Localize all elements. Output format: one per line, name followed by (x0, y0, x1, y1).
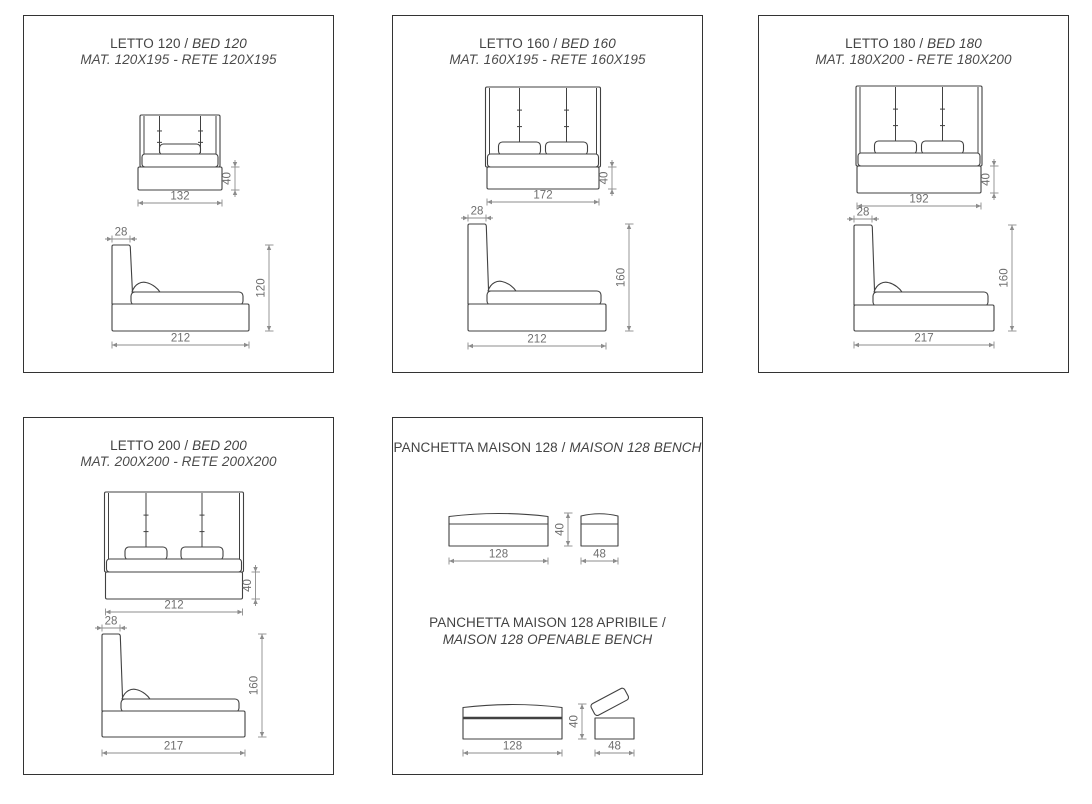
pillow (132, 282, 160, 292)
dimension-arrow (138, 201, 143, 205)
headboard (854, 225, 875, 305)
dimension-arrow (233, 190, 237, 195)
drawing-panchetta (393, 418, 702, 772)
dimension-label: 160 (615, 267, 628, 288)
mattress (488, 154, 599, 167)
dimension-arrow (610, 189, 614, 194)
dimension-arrow (1010, 326, 1014, 331)
dimension-label: 28 (856, 206, 870, 219)
dimension-arrow (106, 610, 111, 614)
dimension-arrow (627, 326, 631, 331)
dimension-arrow (557, 751, 562, 755)
dimension-label: 48 (593, 548, 606, 561)
bench-open-lid-group (590, 687, 630, 716)
dimension-arrow (594, 200, 599, 204)
dimension-arrow (1010, 225, 1014, 230)
dimension-arrow (112, 343, 117, 347)
base (106, 572, 243, 599)
title-roman: PANCHETTA MAISON 128 APRIBILE / (429, 615, 666, 630)
dimension-arrow (629, 751, 634, 755)
bed-front-view (105, 492, 261, 616)
dimension-label: 40 (568, 715, 581, 728)
dimension-label: 128 (502, 740, 523, 753)
panel-subtitle: MAT. 160X195 - RETE 160X195 (449, 51, 646, 67)
dimension-arrow (486, 216, 491, 220)
bench-view (449, 513, 618, 565)
bench-openable-view (463, 687, 634, 756)
dimension-arrow (267, 245, 271, 250)
pillow (160, 144, 201, 155)
dimension-arrow (849, 217, 854, 221)
dimension-arrow (120, 626, 125, 630)
mattress (107, 559, 242, 572)
dimension-arrow (260, 634, 264, 639)
dimension-arrow (253, 599, 257, 604)
bed-front-view (486, 87, 617, 206)
dimension-arrow (610, 162, 614, 167)
dimension-label: 160 (248, 675, 261, 696)
dimension-arrow (233, 162, 237, 167)
dimension-label: 40 (554, 523, 567, 536)
pillow (874, 282, 902, 292)
panel-letto-180 (758, 15, 1069, 373)
title-roman: PANCHETTA MAISON 128 / (393, 440, 566, 455)
dimension-label: 48 (608, 740, 621, 753)
bed-side-view (847, 207, 1017, 349)
base (857, 166, 981, 193)
bed-front-view (856, 86, 999, 210)
dimension-arrow (613, 559, 618, 563)
panel-letto-160 (392, 15, 703, 373)
mattress (131, 292, 243, 305)
dimension-arrow (240, 751, 245, 755)
dimension-label: 28 (470, 205, 484, 218)
dimension-label: 40 (980, 173, 993, 186)
dimension-arrow (463, 751, 468, 755)
dimension-arrow (976, 204, 981, 208)
dimension-label: 217 (914, 332, 934, 345)
title-italic: BED 160 (561, 36, 616, 51)
title-roman: LETTO 160 / (479, 36, 558, 51)
base (102, 711, 245, 737)
dimension-arrow (107, 237, 112, 241)
dimension-arrow (854, 343, 859, 347)
dimension-arrow (872, 217, 877, 221)
title-italic: BED 200 (192, 438, 247, 453)
title-roman: LETTO 120 / (110, 36, 189, 51)
dimension-arrow (253, 567, 257, 572)
panel-letto-120 (23, 15, 334, 373)
dimension-label: 40 (598, 171, 611, 185)
mattress (873, 292, 988, 306)
dimension-arrow (238, 610, 243, 614)
pillow (546, 142, 588, 155)
bed-side-view (95, 616, 267, 757)
dimension-arrow (989, 343, 994, 347)
mattress (142, 154, 218, 167)
mattress (858, 153, 980, 166)
drawing-letto-160 (393, 16, 702, 370)
dimension-label: 217 (163, 740, 184, 753)
dimension-label: 120 (255, 278, 268, 298)
panel-subtitle: MAT. 120X195 - RETE 120X195 (80, 51, 277, 67)
pillow (922, 141, 964, 154)
base (138, 167, 222, 190)
pillow (499, 142, 541, 155)
bench-side (581, 514, 618, 546)
dimension-label: 28 (104, 615, 118, 628)
dimension-arrow (260, 732, 264, 737)
headboard (468, 224, 489, 304)
title-italic: MAISON 128 OPENABLE BENCH (442, 632, 653, 647)
bed-side-view (461, 206, 634, 350)
dimension-arrow (581, 559, 586, 563)
title-roman: LETTO 180 / (845, 36, 924, 51)
dimension-label: 160 (998, 268, 1011, 288)
base (112, 304, 249, 331)
base (487, 167, 599, 189)
dimension-arrow (595, 751, 600, 755)
bench-front (463, 705, 562, 740)
dimension-label: 40 (221, 172, 234, 185)
dimension-label: 40 (242, 579, 254, 592)
title-italic: BED 180 (927, 36, 982, 51)
base (468, 304, 606, 331)
dimension-arrow (627, 224, 631, 229)
panel-letto-200 (23, 417, 334, 775)
bed-side-view (105, 227, 274, 349)
dimension-arrow (463, 216, 468, 220)
dimension-arrow (543, 559, 548, 563)
pillow (125, 547, 167, 560)
drawing-letto-180 (759, 16, 1068, 370)
dimension-label: 28 (114, 226, 128, 239)
mattress (121, 699, 239, 712)
headboard (112, 245, 133, 304)
pillow (122, 689, 150, 699)
dimension-arrow (992, 193, 996, 198)
dimension-label: 212 (527, 333, 547, 346)
dimension-arrow (566, 541, 570, 546)
dimension-label: 128 (488, 548, 509, 561)
dimension-label: 172 (533, 189, 553, 202)
title-italic: BED 120 (192, 36, 247, 51)
dimension-arrow (992, 161, 996, 166)
dimension-label: 192 (909, 193, 929, 206)
pillow (875, 141, 917, 154)
dimension-arrow (267, 326, 271, 331)
dimension-label: 212 (164, 599, 184, 612)
dimension-arrow (601, 344, 606, 348)
pillow (488, 281, 516, 291)
panel-subtitle: MAT. 200X200 - RETE 200X200 (80, 453, 277, 469)
bed-front-view (138, 115, 240, 207)
bench-front (449, 514, 548, 547)
dimension-arrow (580, 734, 584, 739)
drawing-letto-120 (24, 16, 333, 370)
title-roman: LETTO 200 / (110, 438, 189, 453)
dimension-arrow (580, 704, 584, 709)
drawing-letto-200 (24, 418, 333, 772)
dimension-label: 132 (170, 190, 190, 203)
dimension-arrow (566, 513, 570, 518)
dimension-arrow (244, 343, 249, 347)
dimension-arrow (487, 200, 492, 204)
dimension-arrow (130, 237, 135, 241)
title-italic: MAISON 128 BENCH (569, 440, 702, 455)
mattress (487, 291, 601, 305)
dimension-label: 212 (170, 332, 191, 345)
bench-open-base (595, 718, 634, 739)
headboard (102, 634, 123, 711)
dimension-arrow (102, 751, 107, 755)
base (854, 305, 994, 331)
bench-open-lid (590, 687, 630, 716)
dimension-arrow (217, 201, 222, 205)
panel-panchetta-maison (392, 417, 703, 775)
dimension-arrow (468, 344, 473, 348)
pillow (181, 547, 223, 560)
dimension-arrow (449, 559, 454, 563)
panel-subtitle: MAT. 180X200 - RETE 180X200 (815, 51, 1012, 67)
dimension-arrow (97, 626, 102, 630)
